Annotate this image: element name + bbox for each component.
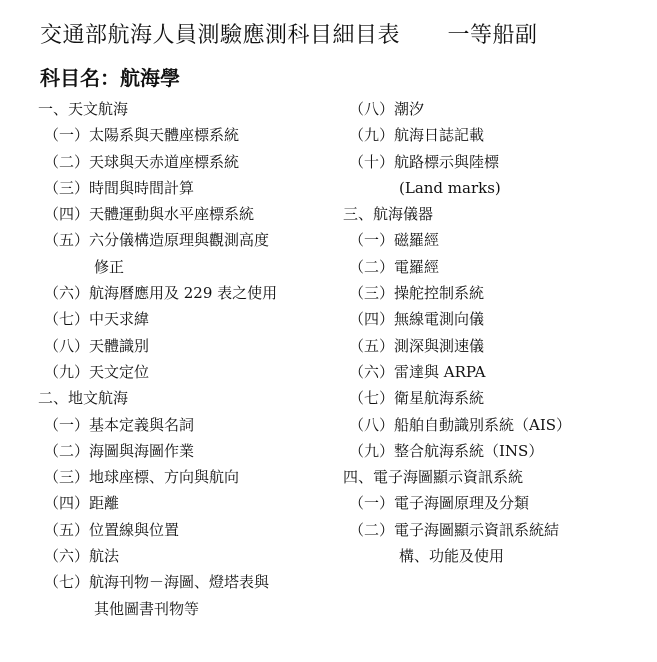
page-title: [40, 18, 538, 49]
list-item: （九）天文定位: [44, 362, 150, 381]
item-continuation: 其他圖書刊物等: [94, 599, 200, 618]
list-item: （二）電羅經: [349, 257, 440, 276]
list-item: （五）六分儀構造原理與觀測高度: [44, 231, 270, 250]
left-column: [38, 96, 338, 622]
document-title: 交通部航海人員測驗應測科目細目表: [40, 23, 401, 48]
list-item: （九）航海日誌記載: [349, 126, 485, 145]
list-item: （二）天球與天赤道座標系統: [44, 152, 240, 171]
list-item: （五）位置線與位置: [44, 520, 180, 539]
list-item: （一）磁羅經: [349, 231, 440, 250]
list-item: （八）船舶自動識別系統（AIS）: [349, 415, 572, 434]
list-item: （七）航海刊物－海圖、燈塔表與: [44, 573, 270, 592]
list-item: （八）潮汐: [349, 100, 425, 118]
list-item: （四）無線電測向儀: [349, 310, 485, 329]
list-item: （三）地球座標、方向與航向: [44, 468, 240, 487]
list-item: （二）電子海圖顯示資訊系統結: [349, 520, 560, 539]
list-item: （九）整合航海系統（INS）: [349, 441, 544, 460]
list-item: （七）中天求緯: [44, 310, 150, 329]
section-heading: 三、航海儀器: [343, 205, 434, 224]
rank-label: 一等船副: [447, 23, 538, 48]
list-item: （五）測深與測速儀: [349, 336, 485, 355]
list-item: （八）天體識別: [44, 336, 150, 355]
item-continuation: (Land marks): [399, 178, 501, 197]
list-item: （十）航路標示與陸標: [349, 152, 500, 171]
list-item: （一）基本定義與名詞: [44, 415, 195, 434]
list-item: （四）距離: [44, 494, 120, 513]
item-continuation: 修正: [94, 257, 125, 276]
subject-heading: 科目名：航海學: [40, 66, 180, 90]
list-item: （六）雷達與 ARPA: [349, 362, 486, 381]
list-item: （一）電子海圖原理及分類: [349, 494, 530, 513]
section-heading: 四、電子海圖顯示資訊系統: [343, 468, 524, 487]
item-continuation: 構、功能及使用: [399, 547, 505, 566]
list-item: （三）操舵控制系統: [349, 284, 485, 303]
section-heading: 一、天文航海: [38, 100, 129, 118]
list-item: （四）天體運動與水平座標系統: [44, 205, 255, 224]
list-item: （三）時間與時間計算: [44, 178, 195, 197]
list-item: （二）海圖與海圖作業: [44, 441, 195, 460]
list-item: （六）航法: [44, 547, 120, 566]
list-item: （一）太陽系與天體座標系統: [44, 126, 240, 145]
list-item: （六）航海曆應用及 229 表之使用: [44, 284, 278, 303]
section-heading: 二、地文航海: [38, 389, 129, 408]
list-item: （七）衛星航海系統: [349, 389, 485, 408]
right-column: [343, 96, 643, 569]
